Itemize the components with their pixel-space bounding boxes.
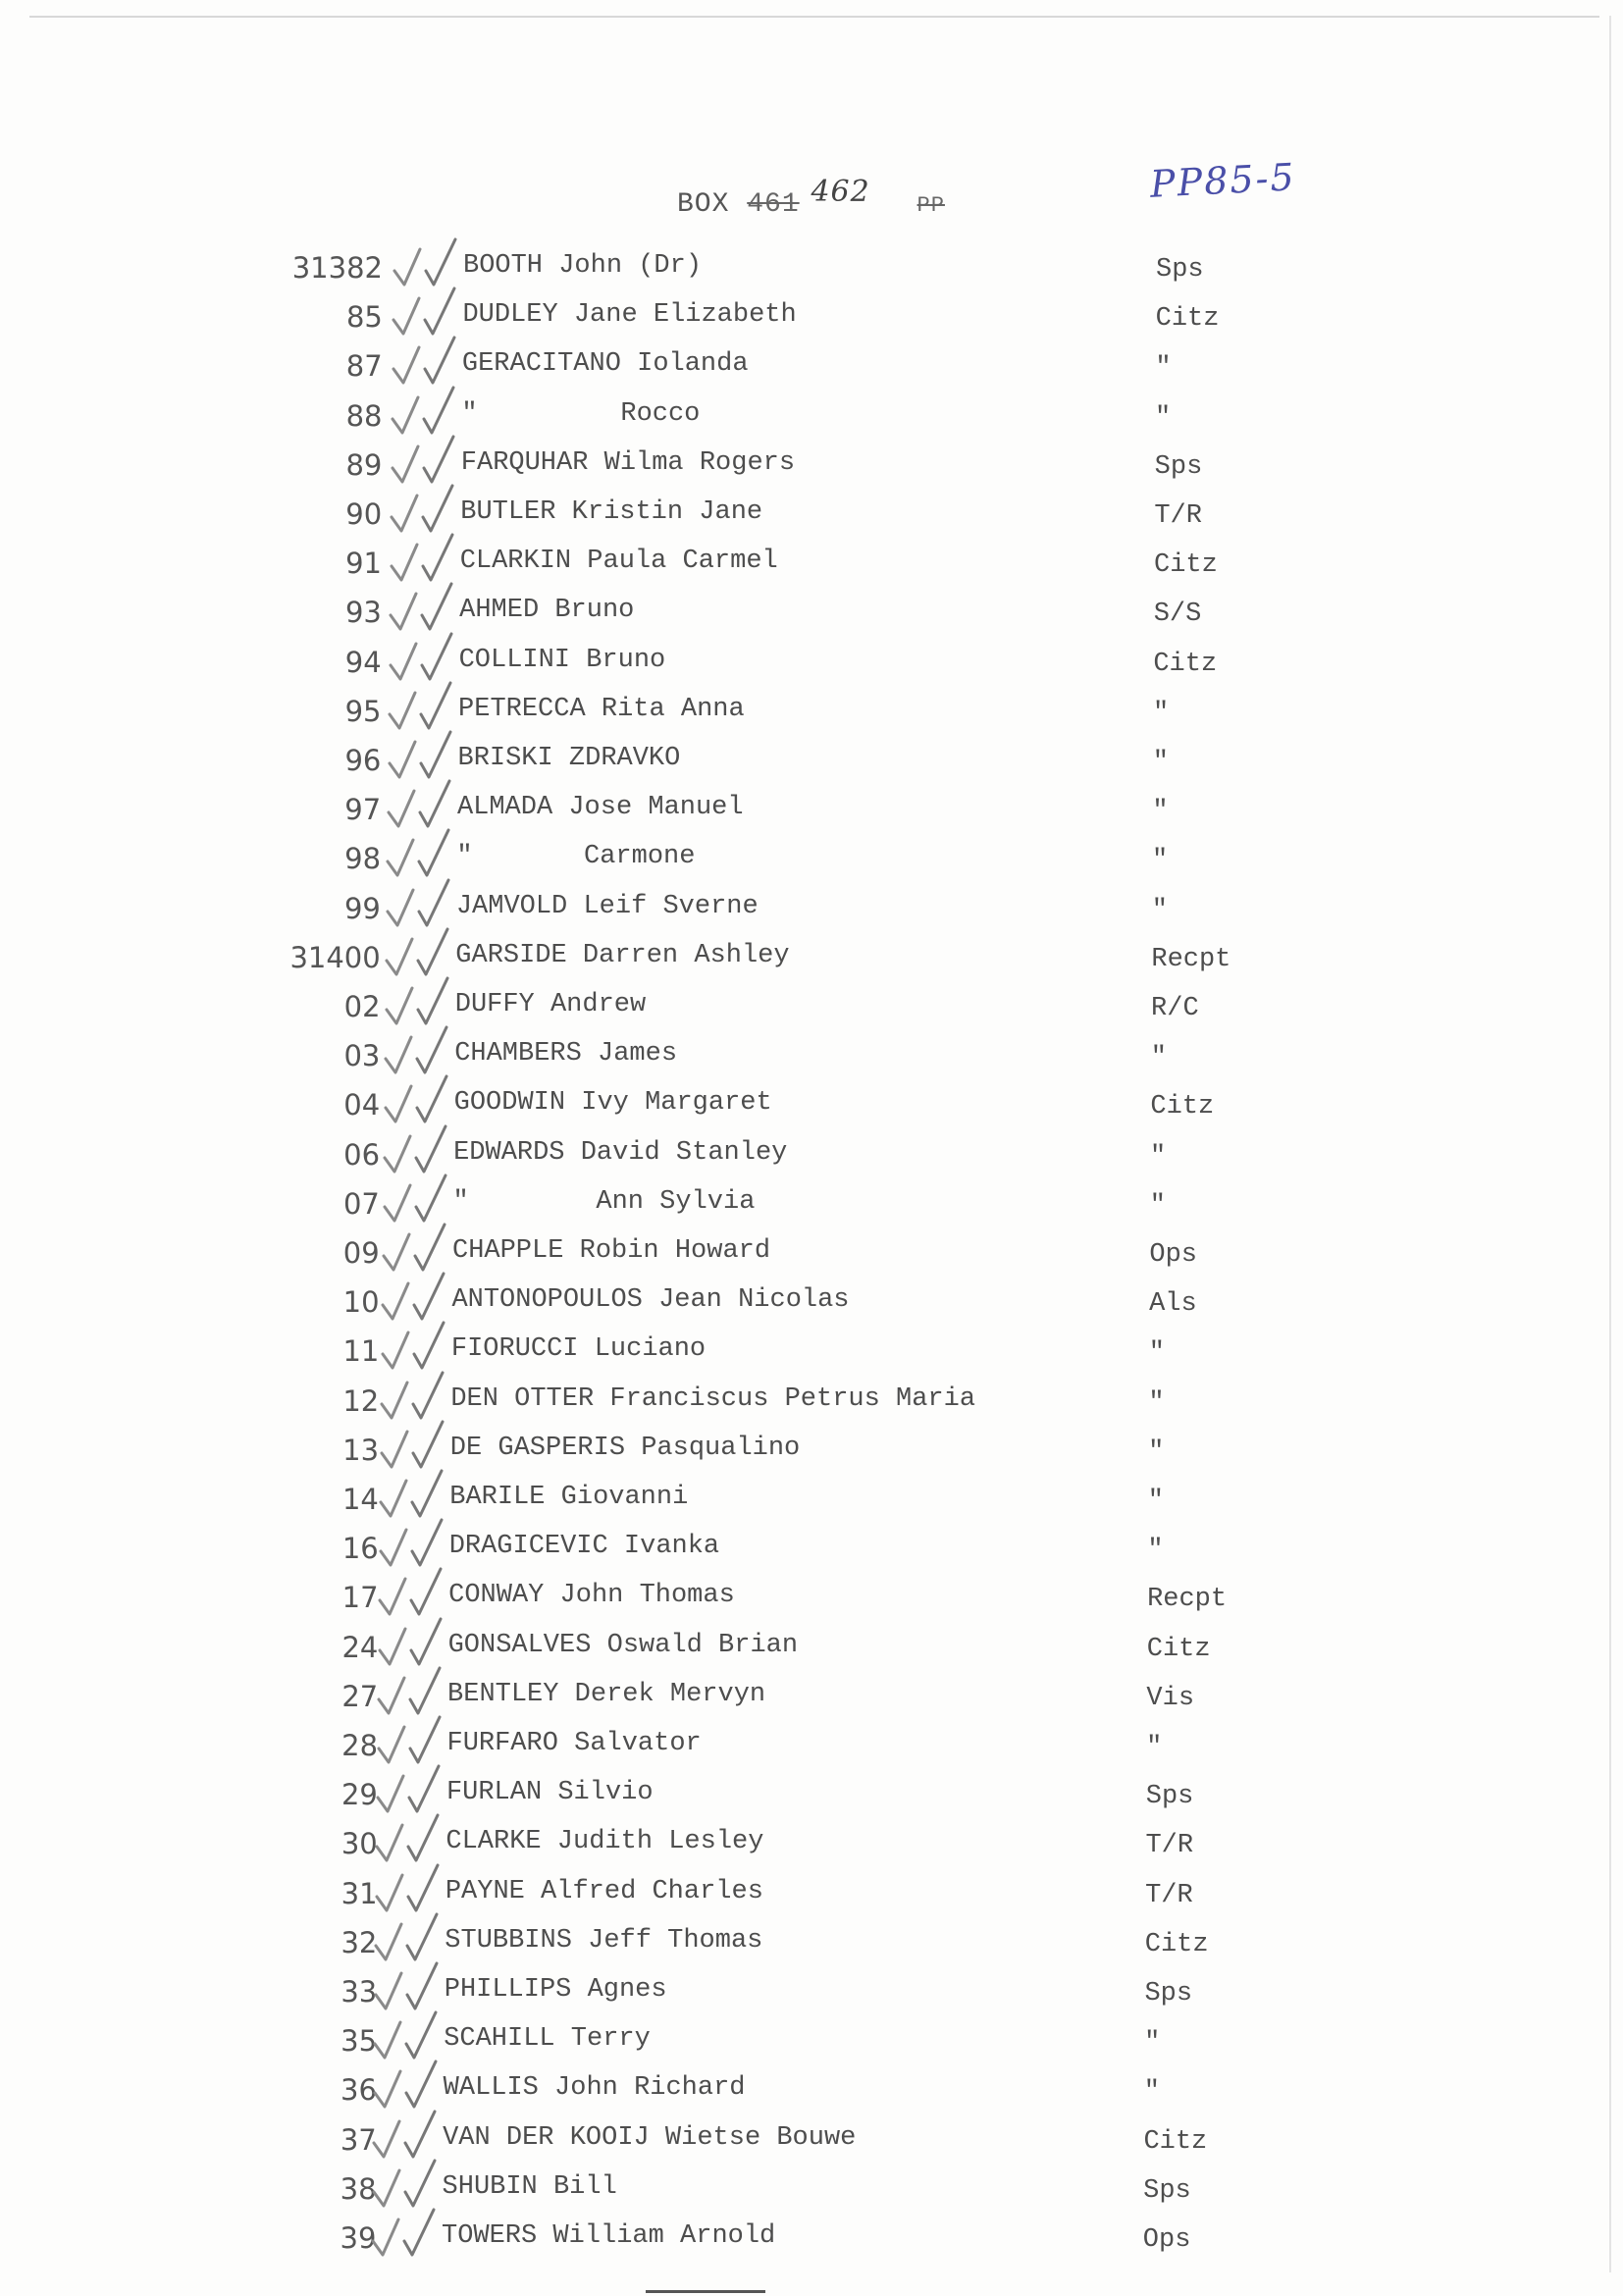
double-check-mark-icon	[386, 677, 464, 732]
record-number: 38	[340, 2171, 377, 2206]
table-row	[0, 1434, 1623, 1473]
record-status: Sps	[1156, 255, 1204, 285]
double-check-mark-icon	[387, 578, 465, 633]
record-name: JAMVOLD Leif Sverne	[455, 891, 759, 921]
record-name: SHUBIN Bill	[442, 2171, 617, 2202]
table-row	[0, 1285, 1623, 1325]
record-name: BOOTH John (Dr)	[463, 251, 703, 281]
record-status: "	[1150, 1043, 1167, 1073]
record-number: 37	[340, 2122, 377, 2157]
table-row	[0, 1581, 1623, 1620]
record-status: Sps	[1145, 1782, 1194, 1812]
table-row	[0, 744, 1623, 783]
record-number: 30	[340, 1827, 378, 1861]
record-number: 93	[344, 596, 382, 630]
double-check-mark-icon	[384, 874, 462, 929]
double-check-mark-icon	[381, 1121, 459, 1175]
record-name: FARQUHAR Wilma Rogers	[460, 447, 796, 478]
record-name: STUBBINS Jeff Thomas	[445, 1925, 763, 1956]
double-check-mark-icon	[373, 1809, 451, 1864]
record-name: VAN DER KOOIJ Wietse Bouwe	[443, 2122, 857, 2153]
record-number: 31	[340, 1876, 378, 1910]
double-check-mark-icon	[383, 972, 461, 1027]
record-number: 97	[344, 793, 382, 827]
table-row	[0, 1532, 1623, 1571]
record-name: PETRECCA Rita Anna	[458, 694, 745, 724]
double-check-mark-icon	[376, 1613, 454, 1668]
record-number: 06	[343, 1137, 381, 1172]
record-status: Citz	[1155, 304, 1220, 335]
double-check-mark-icon	[381, 1170, 459, 1225]
table-row	[0, 1975, 1623, 2014]
record-name: FURFARO Salvator	[446, 1729, 702, 1758]
record-name: DUDLEY Jane Elizabeth	[462, 300, 797, 331]
table-row	[0, 2172, 1623, 2212]
record-status: T/R	[1145, 1831, 1194, 1861]
record-status: Sps	[1154, 451, 1203, 482]
record-status: "	[1150, 1141, 1167, 1172]
record-name: BRISKI ZDRAVKO	[457, 744, 681, 773]
record-number: 33	[340, 1975, 378, 2009]
record-number: 87	[345, 349, 383, 384]
record-number: 28	[341, 1729, 379, 1762]
table-row	[0, 941, 1623, 980]
record-number: 99	[343, 891, 381, 925]
record-name: AHMED Bruno	[459, 596, 635, 626]
record-number: 14	[341, 1483, 379, 1516]
record-status: Recpt	[1147, 1585, 1228, 1615]
record-status: S/S	[1153, 600, 1202, 630]
record-number: 31400	[289, 940, 381, 974]
record-number: 03	[343, 1039, 381, 1073]
table-row	[0, 695, 1623, 734]
double-check-mark-icon	[370, 2155, 448, 2210]
record-status: Citz	[1150, 1092, 1215, 1122]
double-check-mark-icon	[389, 431, 467, 486]
record-number: 36	[340, 2073, 377, 2108]
record-status: "	[1152, 846, 1169, 876]
record-name: BENTLEY Derek Mervyn	[447, 1679, 766, 1709]
double-check-mark-icon	[386, 726, 464, 781]
double-check-mark-icon	[387, 628, 465, 683]
record-number: 90	[345, 497, 383, 531]
table-row	[0, 1187, 1623, 1226]
record-name: COLLINI Bruno	[458, 645, 666, 675]
bottom-rule	[646, 2290, 765, 2293]
double-check-mark-icon	[383, 923, 461, 978]
record-name: GONSALVES Oswald Brian	[447, 1630, 799, 1660]
record-status: Ops	[1142, 2225, 1191, 2255]
record-number: 35	[340, 2024, 378, 2059]
record-name: EDWARDS David Stanley	[453, 1137, 788, 1168]
record-status: Vis	[1146, 1683, 1195, 1713]
record-number: 04	[343, 1088, 381, 1122]
record-number: 98	[344, 842, 382, 876]
table-row	[0, 251, 1623, 290]
record-number: 02	[343, 990, 381, 1023]
record-name: GOODWIN Ivy Margaret	[453, 1088, 772, 1119]
double-check-mark-icon	[370, 2106, 448, 2161]
handwritten-reference-code: PP85-5	[1148, 155, 1297, 206]
record-number: 31382	[291, 251, 383, 285]
record-number: 10	[342, 1285, 380, 1320]
record-status: "	[1155, 402, 1172, 433]
table-row	[0, 1680, 1623, 1719]
record-status: "	[1155, 353, 1172, 384]
record-status: Ops	[1149, 1240, 1197, 1270]
double-check-mark-icon	[391, 234, 469, 288]
table-row	[0, 1039, 1623, 1078]
table-row	[0, 1334, 1623, 1374]
table-row	[0, 842, 1623, 881]
table-row	[0, 1384, 1623, 1424]
record-status: R/C	[1151, 994, 1199, 1023]
double-check-mark-icon	[373, 1859, 451, 1914]
record-number: 11	[342, 1334, 380, 1369]
table-row	[0, 2221, 1623, 2261]
record-number: 89	[345, 447, 383, 482]
record-status: "	[1147, 1536, 1164, 1566]
double-check-mark-icon	[378, 1367, 456, 1422]
table-row	[0, 1138, 1623, 1177]
double-check-mark-icon	[382, 1070, 460, 1125]
record-number: 07	[342, 1186, 380, 1221]
record-status: "	[1149, 1190, 1166, 1221]
table-row	[0, 448, 1623, 488]
record-number: 09	[342, 1236, 380, 1270]
record-name: PAYNE Alfred Charles	[445, 1876, 763, 1906]
double-check-mark-icon	[371, 2007, 449, 2061]
record-status: "	[1153, 698, 1170, 728]
record-status: Citz	[1144, 1929, 1209, 1959]
double-check-mark-icon	[388, 529, 466, 584]
record-status: Citz	[1154, 550, 1218, 581]
record-name: CHAPPLE Robin Howard	[452, 1236, 771, 1266]
table-row	[0, 547, 1623, 586]
double-check-mark-icon	[379, 1317, 457, 1372]
record-name: BARILE Giovanni	[449, 1483, 689, 1512]
double-check-mark-icon	[380, 1219, 458, 1274]
table-row	[0, 1236, 1623, 1276]
record-status: "	[1152, 748, 1169, 777]
record-status: "	[1146, 1733, 1163, 1762]
double-check-mark-icon	[384, 824, 462, 879]
record-name: DEN OTTER Franciscus Petrus Maria	[450, 1383, 976, 1414]
record-status: Sps	[1144, 1979, 1193, 2009]
table-row	[0, 2024, 1623, 2063]
record-name: WALLIS John Richard	[443, 2073, 746, 2104]
record-number: 94	[344, 645, 382, 679]
double-check-mark-icon	[379, 1268, 457, 1323]
double-check-mark-icon	[371, 2056, 449, 2111]
table-row	[0, 1729, 1623, 1768]
double-check-mark-icon	[376, 1563, 454, 1618]
record-number: 13	[342, 1433, 380, 1467]
record-name: FIORUCCI Luciano	[450, 1334, 707, 1365]
table-row	[0, 1778, 1623, 1817]
table-row	[0, 399, 1623, 439]
record-number: 12	[342, 1383, 380, 1418]
box-label: BOX	[677, 189, 730, 220]
record-name: TOWERS William Arnold	[442, 2221, 776, 2251]
double-check-mark-icon	[378, 1416, 456, 1471]
record-number: 32	[340, 1925, 378, 1959]
record-number: 17	[341, 1581, 379, 1615]
table-row	[0, 1631, 1623, 1670]
record-name: " Carmone	[456, 842, 696, 872]
table-row	[0, 2073, 1623, 2113]
record-name: " Rocco	[461, 398, 701, 429]
record-name: CLARKIN Paula Carmel	[459, 547, 778, 577]
record-number: 85	[345, 300, 383, 335]
record-status: T/R	[1145, 1880, 1193, 1910]
record-name: ALMADA Jose Manuel	[456, 793, 744, 823]
double-check-mark-icon	[390, 332, 468, 387]
box-number-struck: 461	[747, 189, 800, 220]
record-status: Citz	[1153, 649, 1218, 679]
record-number: 88	[345, 398, 383, 433]
table-row	[0, 1088, 1623, 1127]
table-row	[0, 1483, 1623, 1522]
record-status: "	[1151, 895, 1168, 925]
record-name: GARSIDE Darren Ashley	[455, 940, 790, 970]
record-status: "	[1148, 1436, 1165, 1467]
table-row	[0, 793, 1623, 832]
record-name: SCAHILL Terry	[444, 2024, 651, 2055]
double-check-mark-icon	[382, 1021, 460, 1076]
record-number: 95	[344, 694, 382, 728]
table-row	[0, 990, 1623, 1029]
double-check-mark-icon	[372, 1957, 450, 2012]
record-name: PHILLIPS Agnes	[444, 1975, 667, 2005]
table-row	[0, 1926, 1623, 1965]
record-status: Sps	[1143, 2175, 1191, 2206]
table-row	[0, 300, 1623, 339]
table-row	[0, 497, 1623, 537]
record-status: Recpt	[1151, 944, 1231, 974]
double-check-mark-icon	[372, 1908, 450, 1963]
record-status: Als	[1149, 1289, 1197, 1320]
table-row	[0, 892, 1623, 931]
table-row	[0, 646, 1623, 685]
record-number: 24	[341, 1630, 379, 1664]
double-check-mark-icon	[388, 480, 466, 535]
table-row	[0, 596, 1623, 635]
record-status: "	[1147, 1487, 1164, 1516]
record-status: "	[1143, 2077, 1160, 2108]
record-status: "	[1144, 2028, 1161, 2059]
double-check-mark-icon	[375, 1662, 453, 1717]
record-name: BUTLER Kristin Jane	[460, 497, 763, 527]
record-name: DE GASPERIS Pasqualino	[449, 1433, 801, 1463]
record-number: 27	[341, 1679, 379, 1713]
record-status: Citz	[1146, 1634, 1211, 1664]
double-check-mark-icon	[390, 283, 468, 338]
record-name: ANTONOPOULOS Jean Nicolas	[451, 1285, 850, 1316]
record-number: 29	[340, 1778, 378, 1812]
record-number: 39	[340, 2221, 377, 2255]
record-status: T/R	[1154, 501, 1202, 531]
table-row	[0, 349, 1623, 389]
record-name: DRAGICEVIC Ivanka	[448, 1532, 720, 1562]
double-check-mark-icon	[369, 2204, 447, 2259]
double-check-mark-icon	[385, 775, 463, 830]
record-name: GERACITANO Iolanda	[461, 349, 749, 380]
record-name: DUFFY Andrew	[454, 990, 647, 1019]
table-row	[0, 1827, 1623, 1866]
record-status: "	[1148, 1387, 1165, 1418]
double-check-mark-icon	[389, 382, 467, 437]
double-check-mark-icon	[374, 1760, 452, 1815]
record-status: "	[1152, 797, 1169, 827]
table-row	[0, 2123, 1623, 2163]
double-check-mark-icon	[377, 1465, 455, 1520]
record-status: Citz	[1143, 2126, 1208, 2157]
record-name: FURLAN Silvio	[445, 1778, 654, 1808]
record-name: CLARKE Judith Lesley	[445, 1827, 764, 1857]
record-name: CONWAY John Thomas	[448, 1581, 735, 1611]
box-number-handwritten: 462	[811, 175, 870, 209]
record-status: "	[1148, 1338, 1165, 1369]
record-number: 91	[345, 547, 383, 581]
box-suffix-struck: PP	[916, 193, 945, 218]
double-check-mark-icon	[377, 1514, 455, 1569]
table-row	[0, 1877, 1623, 1916]
record-number: 16	[341, 1532, 379, 1566]
record-name: CHAMBERS James	[454, 1039, 678, 1070]
record-name: " Ann Sylvia	[452, 1186, 756, 1217]
double-check-mark-icon	[375, 1711, 453, 1766]
record-number: 96	[344, 744, 382, 777]
